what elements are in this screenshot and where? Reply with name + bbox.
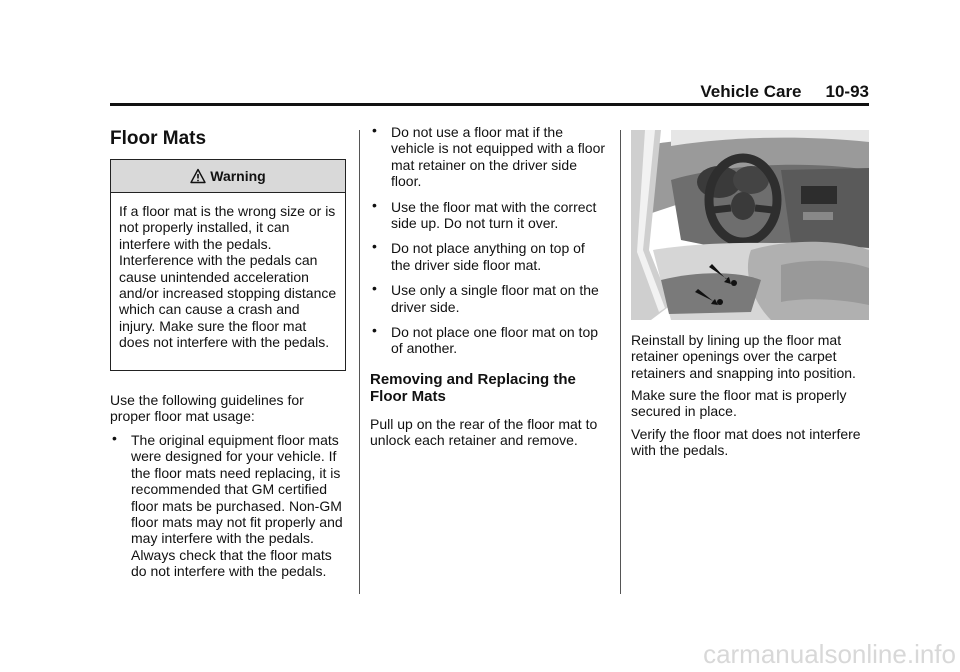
- list-item: • Do not place anything on top of the driver side floor mat.: [372, 238, 585, 273]
- list-item: • The original equipment floor mats were designed for your vehicle. If the floor mats need replacing, it is recommended that GM certified floor mats be purchased. Non-GM floor mats may not fit properly and may interfere with the pedals. Always check that the floor mats do not interfere with the pedals.: [112, 430, 343, 580]
- floor-mat-illustration: [631, 130, 869, 320]
- guidelines-list-part-1: [110, 432, 348, 589]
- header-section: Vehicle Care: [700, 82, 802, 101]
- page-header: [110, 82, 869, 102]
- column-divider: [620, 130, 621, 594]
- warning-triangle-icon: [190, 168, 206, 184]
- secure-instructions: Make sure the floor mat is properly secured in place.: [631, 387, 847, 420]
- reinstall-instructions: Reinstall by lining up the floor mat retainer openings over the carpet retainers and snapping into position.: [631, 332, 856, 381]
- warning-box: [110, 159, 346, 371]
- header-page-number: 10-93: [825, 82, 869, 101]
- warning-text: If a floor mat is the wrong size or is not properly installed, it can interfere with the pedals. Interference with the pedals can cause unintended acceleration and/or increased stopping distance which can cause a crash and injury. Make sure the floor mat does not interfere with the pedals.: [119, 203, 337, 351]
- header-rule: [110, 103, 869, 106]
- list-item: • Use only a single floor mat on the driver side.: [372, 280, 599, 315]
- warning-label: Warning: [210, 167, 266, 184]
- list-item: • Use the floor mat with the correct side up. Do not turn it over.: [372, 196, 597, 232]
- removal-instructions: Pull up on the rear of the floor mat to unlock each retainer and remove.: [370, 416, 598, 449]
- list-item: • Do not place one floor mat on top of another.: [372, 322, 599, 357]
- subsection-title: Removing and Replacing the Floor Mats: [370, 371, 576, 405]
- warning-header: [111, 160, 345, 193]
- watermark: carmanualsonline.info: [703, 639, 956, 669]
- guidelines-list-part-2: [370, 124, 608, 366]
- list-item: • Do not use a floor mat if the vehicle is not equipped with a floor mat retainer on the driver side floor.: [372, 122, 606, 190]
- guidelines-intro: Use the following guidelines for proper floor mat usage:: [110, 392, 304, 425]
- verify-instructions: Verify the floor mat does not interfere with the pedals.: [631, 426, 861, 459]
- column-divider: [359, 130, 360, 594]
- section-title: Floor Mats: [110, 128, 207, 149]
